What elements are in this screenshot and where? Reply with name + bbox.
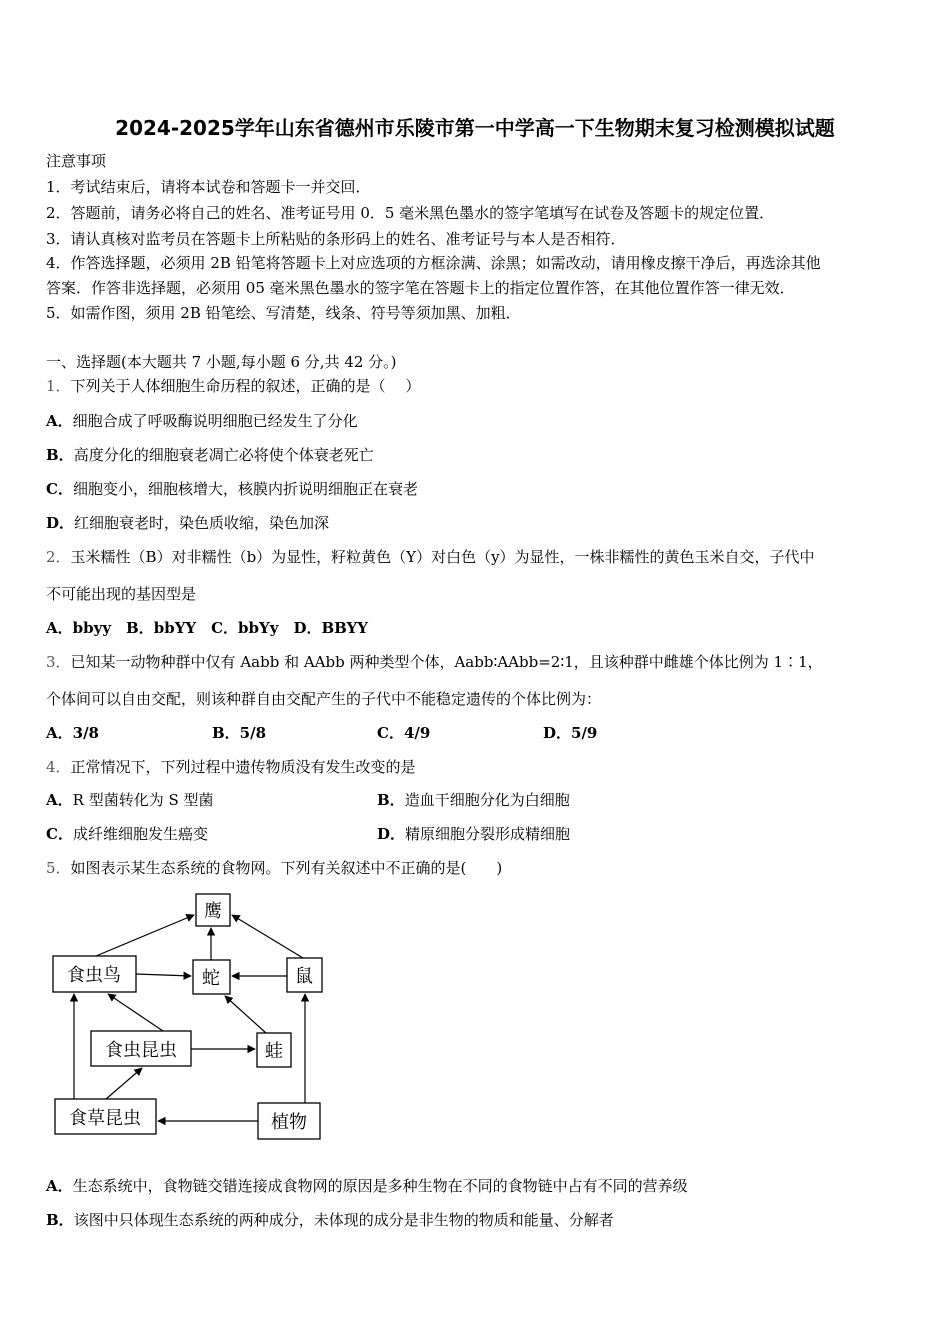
question-3 — [46, 652, 823, 672]
option-text: 精原细胞分裂形成精细胞 — [405, 825, 571, 843]
q1-option-d — [46, 513, 329, 533]
option-label: D． — [377, 825, 406, 843]
option-text: 细胞合成了呼吸酶说明细胞已经发生了分化 — [72, 412, 358, 430]
option-text: 红细胞衰老时，染色质收缩，染色加深 — [74, 514, 330, 532]
page-title: 2024-2025学年山东省德州市乐陵市第一中学高一下生物期末复习检测模拟试题 — [115, 116, 835, 140]
q1-option-a — [46, 411, 358, 431]
option-label: A． — [46, 791, 73, 809]
herbivore-label: 食草昆虫 — [69, 1108, 141, 1129]
notice-line-6: 5．如需作图，须用 2B 铅笔绘、写清楚，线条、符号等须加黑、加粗． — [46, 304, 521, 322]
q2-options: A．bbyy B．bbYY C．bbYy D．BBYY — [46, 619, 368, 637]
arrow-bird-to-snake — [136, 974, 191, 976]
option-label: B． — [377, 791, 405, 809]
question-1 — [46, 376, 420, 396]
question-stem: 玉米糯性（B）对非糯性（b）为显性，籽粒黄色（Y）对白色（y）为显性，一株非糯性的黄色玉米自交，子代中 — [70, 548, 815, 566]
plant-label: 植物 — [271, 1112, 307, 1133]
arrow-herbivore-to-insectivore — [106, 1068, 142, 1099]
frog-label: 蛙 — [265, 1041, 283, 1062]
section-heading: 一、选择题(本大题共 7 小题,每小题 6 分,共 42 分。) — [46, 353, 397, 371]
q4-option-d — [377, 824, 570, 844]
question-stem: 正常情况下，下列过程中遗传物质没有发生改变的是 — [70, 758, 416, 776]
eagle-label: 鹰 — [204, 901, 222, 922]
question-stem: 如图表示某生态系统的食物网。下列有关叙述中不正确的是( ) — [70, 859, 503, 877]
q3-option-c: C．4/9 — [377, 724, 431, 742]
option-label: C． — [46, 825, 73, 843]
notice-line-4: 4．作答选择题，必须用 2B 铅笔将答题卡上对应选项的方框涂满、涂黑；如需改动，请用橡皮擦干净后，再选涂其他 — [46, 254, 821, 272]
question-number: 3． — [46, 653, 71, 671]
question-4 — [46, 757, 416, 777]
option-label: B． — [46, 1211, 74, 1229]
q3-option-a: A．3/8 — [46, 724, 99, 742]
question-number: 2． — [46, 548, 71, 566]
q3-stem-continued: 个体间可以自由交配，则该种群自由交配产生的子代中不能稳定遗传的个体比例为： — [46, 690, 602, 708]
q4-option-a — [46, 790, 214, 810]
food-web-diagram — [48, 890, 348, 1145]
mouse-label: 鼠 — [295, 966, 313, 987]
option-text: 造血干细胞分化为白细胞 — [404, 791, 570, 809]
notice-line-5: 答案．作答非选择题，必须用 05 毫米黑色墨水的签字笔在答题卡上的指定位置作答，在其他位置作答一律无效． — [46, 279, 795, 297]
notice-line-2: 2．答题前，请务必将自己的姓名、准考证号用 0．5 毫米黑色墨水的签字笔填写在试卷及答题卡的规定位置． — [46, 204, 775, 222]
bird-label: 食虫鸟 — [67, 965, 121, 986]
notice-heading: 注意事项 — [46, 152, 107, 170]
arrow-mouse-to-eagle — [232, 915, 303, 958]
option-label: B． — [46, 446, 74, 464]
option-text: 高度分化的细胞衰老凋亡必将使个体衰老死亡 — [73, 446, 374, 464]
arrow-insectivore-to-bird — [108, 994, 163, 1031]
notice-line-3: 3．请认真核对监考员在答题卡上所粘贴的条形码上的姓名、准考证号与本人是否相符． — [46, 230, 626, 248]
q3-option-b: B．5/8 — [212, 724, 267, 742]
q1-option-b — [46, 445, 374, 465]
q5-option-a — [46, 1176, 688, 1196]
q3-option-d: D．5/9 — [543, 724, 598, 742]
insectivore-label: 食虫昆虫 — [105, 1040, 177, 1061]
q4-option-b — [377, 790, 570, 810]
q1-option-c — [46, 479, 418, 499]
option-text: 该图中只体现生态系统的两种成分，未体现的成分是非生物的物质和能量、分解者 — [73, 1211, 614, 1229]
notice-line-1: 1．考试结束后，请将本试卷和答题卡一并交回． — [46, 178, 371, 196]
question-stem: 已知某一动物种群中仅有 Aabb 和 AAbb 两种类型个体，Aabb∶AAbb=2∶1，且该种群中雌雄个体比例为 1∶1， — [70, 653, 823, 671]
option-text: 细胞变小，细胞核增大，核膜内折说明细胞正在衰老 — [72, 480, 418, 498]
option-label: D． — [46, 514, 75, 532]
question-2 — [46, 547, 815, 567]
option-text: R 型菌转化为 S 型菌 — [72, 791, 214, 809]
question-number: 1． — [46, 377, 71, 395]
question-number: 5． — [46, 859, 71, 877]
option-label: C． — [46, 480, 73, 498]
snake-label: 蛇 — [202, 968, 220, 989]
option-text: 成纤维细胞发生癌变 — [72, 825, 208, 843]
option-label: A． — [46, 412, 73, 430]
arrow-bird-to-eagle — [96, 915, 194, 956]
q4-option-c — [46, 824, 208, 844]
question-5 — [46, 858, 502, 878]
option-label: A． — [46, 1177, 73, 1195]
option-text: 生态系统中，食物链交错连接成食物网的原因是多种生物在不同的食物链中占有不同的营养级 — [72, 1177, 688, 1195]
question-number: 4． — [46, 758, 71, 776]
arrow-frog-to-snake — [225, 996, 266, 1033]
q5-option-b — [46, 1210, 614, 1230]
question-stem: 下列关于人体细胞生命历程的叙述，正确的是（ ） — [70, 377, 421, 395]
q2-stem-continued: 不可能出现的基因型是 — [46, 585, 197, 603]
